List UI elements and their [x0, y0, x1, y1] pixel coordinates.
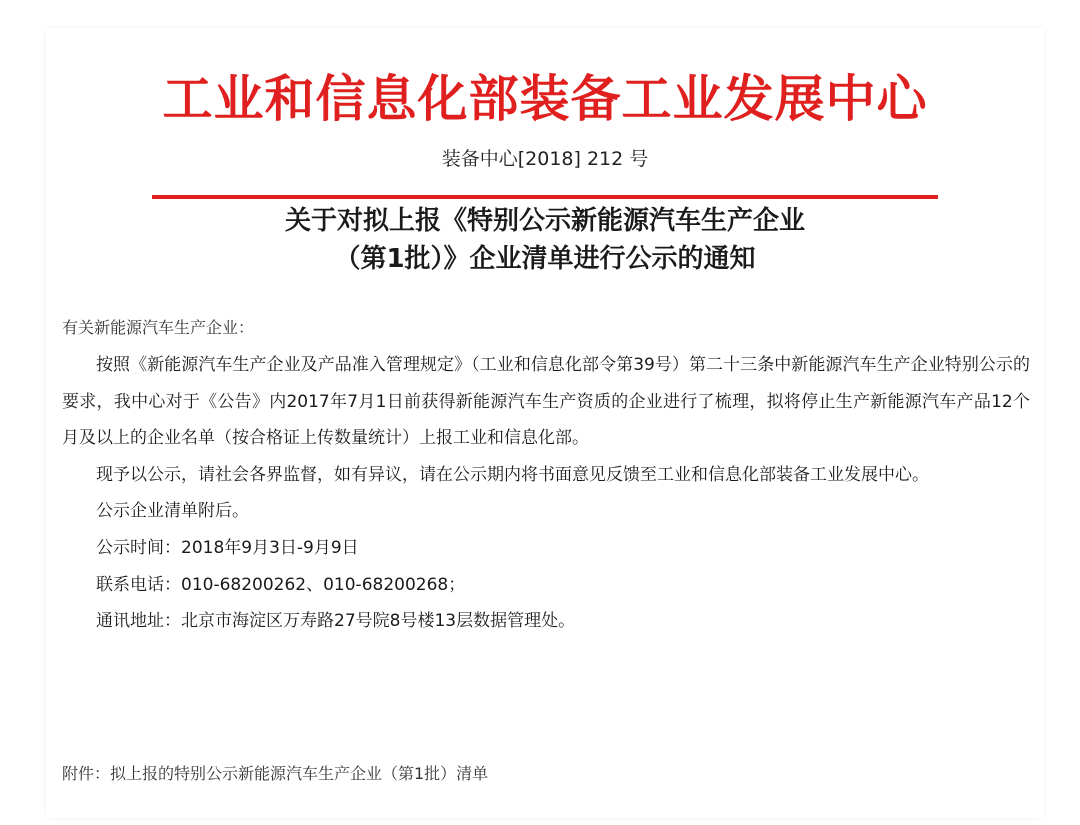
mailing-address: 通讯地址：北京市海淀区万寿路27号院8号楼13层数据管理处。: [96, 611, 576, 632]
document-number: 装备中心[2018] 212 号: [441, 148, 649, 170]
notice-title: [46, 202, 1044, 278]
red-divider-line: [152, 195, 938, 199]
addressee: 有关新能源汽车生产企业：: [62, 318, 255, 337]
notice-title-line-2: （第1批）》企业清单进行公示的通知: [334, 244, 756, 274]
body-paragraph-public-notice: 现予以公示，请社会各界监督，如有异议，请在公示期内将书面意见反馈至工业和信息化部装备工业发展中心。: [96, 464, 929, 485]
contact-phone: 联系电话：010-68200262、010-68200268；: [96, 574, 466, 595]
body-paragraph-requirement: 按照《新能源汽车生产企业及产品准入管理规定》（工业和信息化部令第39号）第二十三条中新能源汽车生产企业特别公示的要求，我中心对于《公告》内2017年7月1日前获得新能源汽车生产资质的企业进行了梳理，拟将停止生产新能源汽车产品12个月及以上的企业名单（按合格证上传数量统计）上报工业和信息化部。: [62, 355, 1030, 449]
notice-body: [62, 347, 1030, 640]
attachment-reference: 附件：拟上报的特别公示新能源汽车生产企业（第1批）清单: [62, 764, 489, 783]
notice-title-line-1: 关于对拟上报《特别公示新能源汽车生产企业: [284, 206, 805, 236]
notice-period: 公示时间：2018年9月3日-9月9日: [96, 537, 359, 558]
notice-document: [46, 28, 1044, 818]
issuing-organization-title: 工业和信息化部装备工业发展中心: [162, 70, 928, 128]
enterprise-list-note: 公示企业清单附后。: [96, 501, 249, 522]
